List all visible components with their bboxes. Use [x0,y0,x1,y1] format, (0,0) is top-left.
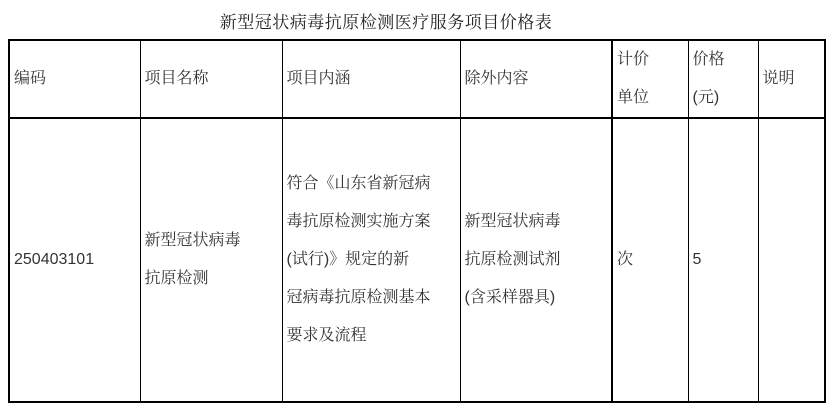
header-cell-excluded: 除外内容 [460,40,612,118]
cell-content: 符合《山东省新冠病 毒抗原检测实施方案 (试行)》规定的新 冠病毒抗原检测基本 要求及流程 [282,118,460,402]
cell-name: 新型冠状病毒 抗原检测 [140,118,282,402]
header-cell-price: 价格 (元) [688,40,758,118]
header-cell-note: 说明 [758,40,825,118]
header-cell-content: 项目内涵 [282,40,460,118]
table-row [9,118,825,402]
cell-code: 250403101 [9,118,140,402]
cell-excluded: 新型冠状病毒 抗原检测试剂 (含采样器具) [460,118,612,402]
cell-note [758,118,825,402]
cell-price: 5 [688,118,758,402]
header-cell-code: 编码 [9,40,140,118]
page-title: 新型冠状病毒抗原检测医疗服务项目价格表 [219,13,553,32]
header-cell-unit: 计价 单位 [612,40,688,118]
header-cell-name: 项目名称 [140,40,282,118]
cell-unit: 次 [612,118,688,402]
header-row [9,40,825,118]
price-table [8,39,826,403]
